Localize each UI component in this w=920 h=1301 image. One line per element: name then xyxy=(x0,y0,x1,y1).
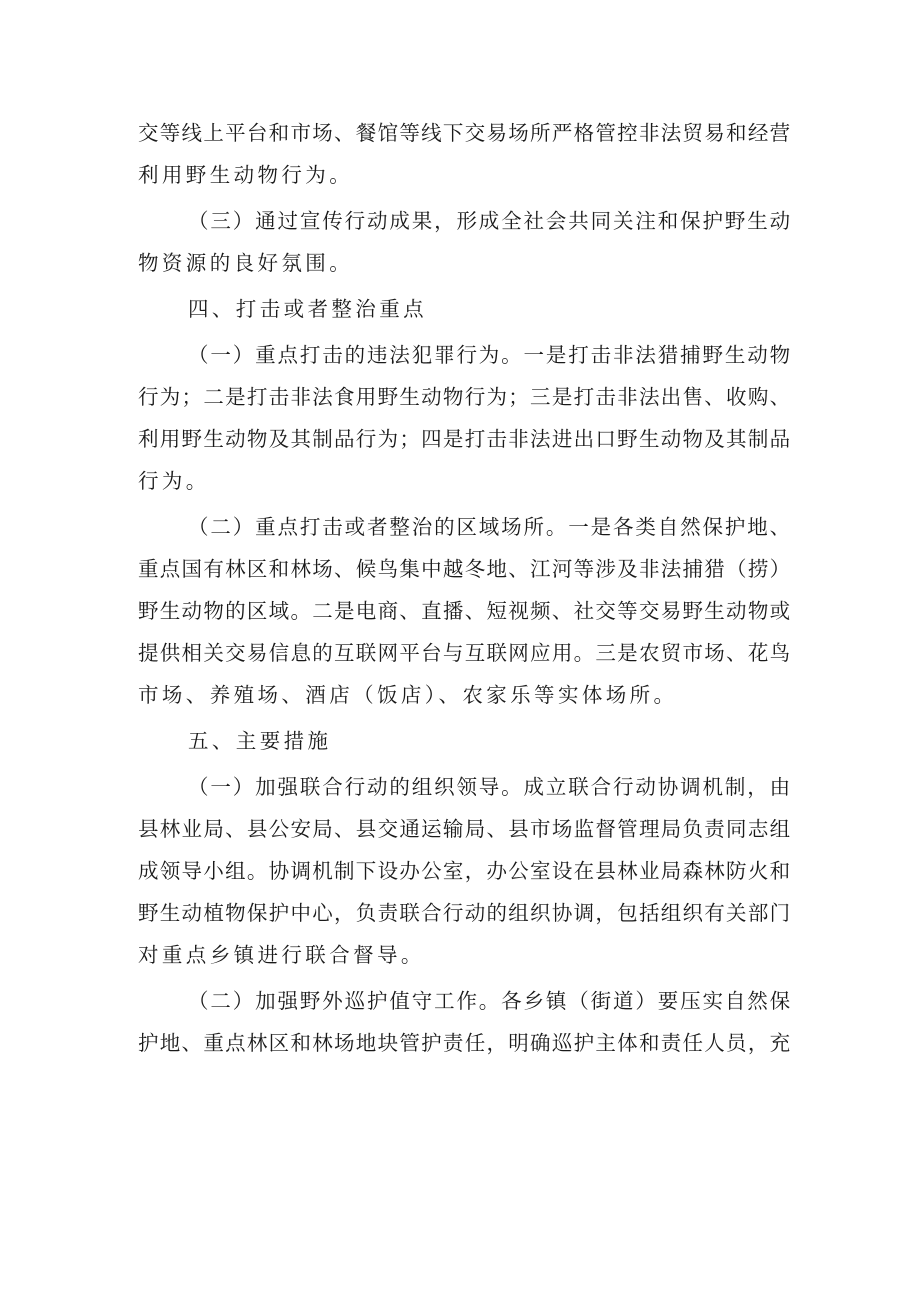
text-line: 物资源的良好氛围。 xyxy=(138,251,354,275)
text-line: 县林业局、县公安局、县交通运输局、县市场监督管理局负责同志组 xyxy=(138,817,792,841)
text-line: 野生动物的区域。二是电商、直播、短视频、社交等交易野生动物或 xyxy=(138,599,792,623)
section-heading-four xyxy=(138,288,790,330)
text-line: （二）重点打击或者整治的区域场所。一是各类自然保护地、 xyxy=(188,515,792,539)
section-heading-five xyxy=(138,720,790,762)
text-line: 野生动植物保护中心，负责联合行动的组织协调，包括组织有关部门 xyxy=(138,901,792,925)
section-title: 四、打击或者整治重点 xyxy=(188,297,427,321)
paragraph-publicity-results xyxy=(138,200,790,284)
text-line: 成领导小组。协调机制下设办公室，办公室设在县林业局森林防火和 xyxy=(138,859,792,883)
text-line: 交等线上平台和市场、餐馆等线下交易场所严格管控非法贸易和经营 xyxy=(138,121,792,145)
text-line: 对重点乡镇进行联合督导。 xyxy=(138,943,425,967)
text-line: （一）重点打击的违法犯罪行为。一是打击非法猎捕野生动物 xyxy=(188,343,792,367)
document-page xyxy=(138,112,790,1068)
text-line: 重点国有林区和林场、候鸟集中越冬地、江河等涉及非法捕猎（捞） xyxy=(138,557,792,581)
text-line: 行为；二是打击非法食用野生动物行为；三是打击非法出售、收购、 xyxy=(138,385,792,409)
text-line: （二）加强野外巡护值守工作。各乡镇（街道）要压实自然保 xyxy=(188,989,792,1013)
paragraph-online-offline-control xyxy=(138,112,790,196)
paragraph-organizational-leadership xyxy=(138,766,790,976)
text-line: 利用野生动物行为。 xyxy=(138,163,354,187)
section-title: 五、主要措施 xyxy=(188,729,332,753)
text-line: （一）加强联合行动的组织领导。成立联合行动协调机制，由 xyxy=(188,775,792,799)
text-line: 行为。 xyxy=(138,469,210,493)
text-line: 利用野生动物及其制品行为；四是打击非法进出口野生动物及其制品 xyxy=(138,427,792,451)
paragraph-crimes-targeted xyxy=(138,334,790,502)
paragraph-target-areas xyxy=(138,506,790,716)
text-line: （三）通过宣传行动成果，形成全社会共同关注和保护野生动 xyxy=(188,209,792,233)
text-line: 提供相关交易信息的互联网平台与互联网应用。三是农贸市场、花鸟 xyxy=(138,641,792,665)
text-line: 市场、养殖场、酒店（饭店）、农家乐等实体场所。 xyxy=(138,683,678,707)
paragraph-field-patrol xyxy=(138,980,790,1064)
text-line: 护地、重点林区和林场地块管护责任，明确巡护主体和责任人员，充 xyxy=(138,1031,792,1055)
